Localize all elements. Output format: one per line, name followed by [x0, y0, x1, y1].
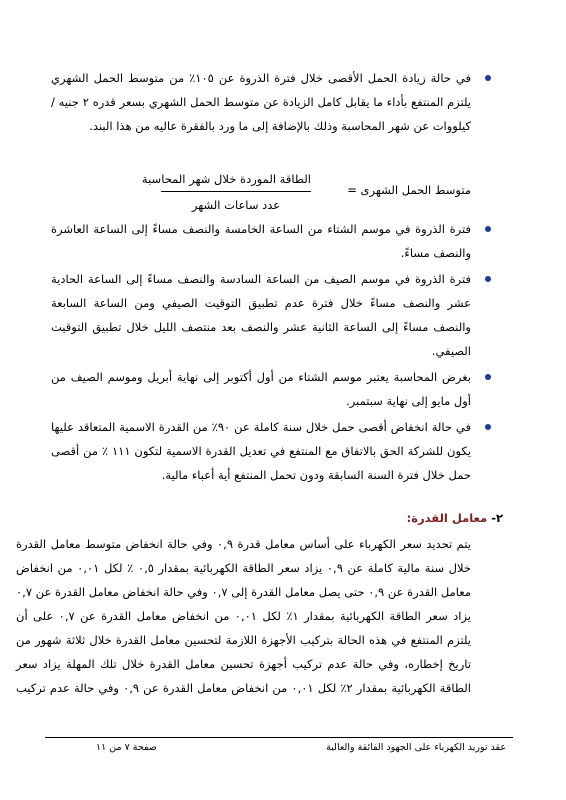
section-title: معامل القدرة:: [406, 511, 488, 525]
section-heading: [407, 511, 503, 525]
bullet-dot-icon: [485, 75, 491, 81]
bullet-text: في حالة انخفاض أقصى حمل خلال سنة كاملة عن ٩٠٪ من القدرة الاسمية المتعاقد عليها يكون للشركة الحق بالاتفاق مع المنتفع في تعديل القدرة الاسمية لتكون ١١١ ٪ من أقصى حمل خلال فترة السنة السابقة ودون تحمل المنتفع أية أعباء مالية.: [51, 420, 471, 482]
footer-page-number: صفحة ٧ من ١١: [96, 742, 157, 753]
bullet-text: فترة الذروة في موسم الشتاء من الساعة الخامسة والنصف مساءً إلى الساعة العاشرة والنصف مساءً.: [51, 222, 471, 260]
bullet-item: [51, 66, 471, 138]
bullet-list-top: [51, 66, 471, 140]
section-body: يتم تحديد سعر الكهرباء على أساس معامل قدرة ٠,٩ وفي حالة انخفاض متوسط معامل القدرة خلال سنة مالية كاملة عن ٠,٩ يزاد سعر الطاقة الكهربائية بمقدار ٠,٥ ٪ لكل ٠,٠١ من انخفاض معامل القدرة عن ٠,٩ حتى يصل معامل القدرة إلى ٠,٧ وفي حالة انخفاض معامل القدرة عن ٠,٧ يزاد سعر الطاقة الكهربائية بمقدار ١٪ لكل ٠,٠١ من انخفاض معامل القدرة عن ٠,٧ على أن يلتزم المنتفع في هذه الحالة بتركيب الأجهزة اللازمة لتحسين معامل القدرة خلال ثلاثة شهور من تاريخ إخطاره، وفي حالة عدم تركيب أجهزة تحسين معامل القدرة خلال تلك المهلة يزاد سعر الطاقة الكهربائية بمقدار ٢٪ لكل ٠,٠١ من انخفاض معامل القدرة عن ٠,٩ وفي حالة عدم تركيب: [16, 537, 472, 695]
bullet-dot-icon: [485, 226, 491, 232]
bullet-item: [51, 267, 471, 363]
footer-document-title: عقد توريد الكهرباء على الجهود الفائقة والعالية: [326, 742, 506, 753]
bullet-item: [51, 365, 471, 413]
bullet-text: بغرض المحاسبة يعتبر موسم الشتاء من أول أكتوبر إلى نهاية أبريل وموسم الصيف من أول مايو إلى نهاية سبتمبر.: [51, 370, 471, 408]
bullet-text: في حالة زيادة الحمل الأقصى خلال فترة الذروة عن ١٠٥٪ من متوسط الحمل الشهري يلتزم المنتفع بأداء ما يقابل كامل الزيادة عن متوسط الحمل الشهري بسعر قدره ٢ جنيه / كيلووات عن شهر المحاسبة وذلك بالإضافة إلى ما ورد بالفقرة عاليه من هذا البند.: [51, 71, 472, 133]
bullet-dot-icon: [485, 424, 491, 430]
bullet-item: [51, 415, 471, 487]
formula-denominator: عدد ساعات الشهر: [191, 198, 281, 212]
fraction-bar: [161, 191, 311, 192]
bullet-dot-icon: [485, 276, 491, 282]
bullet-dot-icon: [485, 374, 491, 380]
bullet-list-bottom: [51, 217, 471, 489]
bullet-item: [51, 217, 471, 265]
formula-lhs: متوسط الحمل الشهرى =: [347, 183, 471, 197]
footer-divider: [45, 737, 513, 738]
formula-fraction: [141, 169, 311, 214]
bullet-text: فترة الذروة في موسم الصيف من الساعة السادسة والنصف مساءً إلى الساعة الحادية عشر والنصف مساءً خلال فترة عدم تطبيق التوقيت الصيفي ومن الساعة السابعة والنصف مساءً إلى الساعة الثانية عشر والنصف بعد منتصف الليل خلال تطبيق التوقيت الصيفي.: [51, 272, 471, 358]
section-number: ٢-: [491, 511, 503, 525]
average-load-formula: [51, 169, 471, 217]
formula-numerator: الطاقة الموردة خلال شهر المحاسبة: [141, 172, 311, 186]
